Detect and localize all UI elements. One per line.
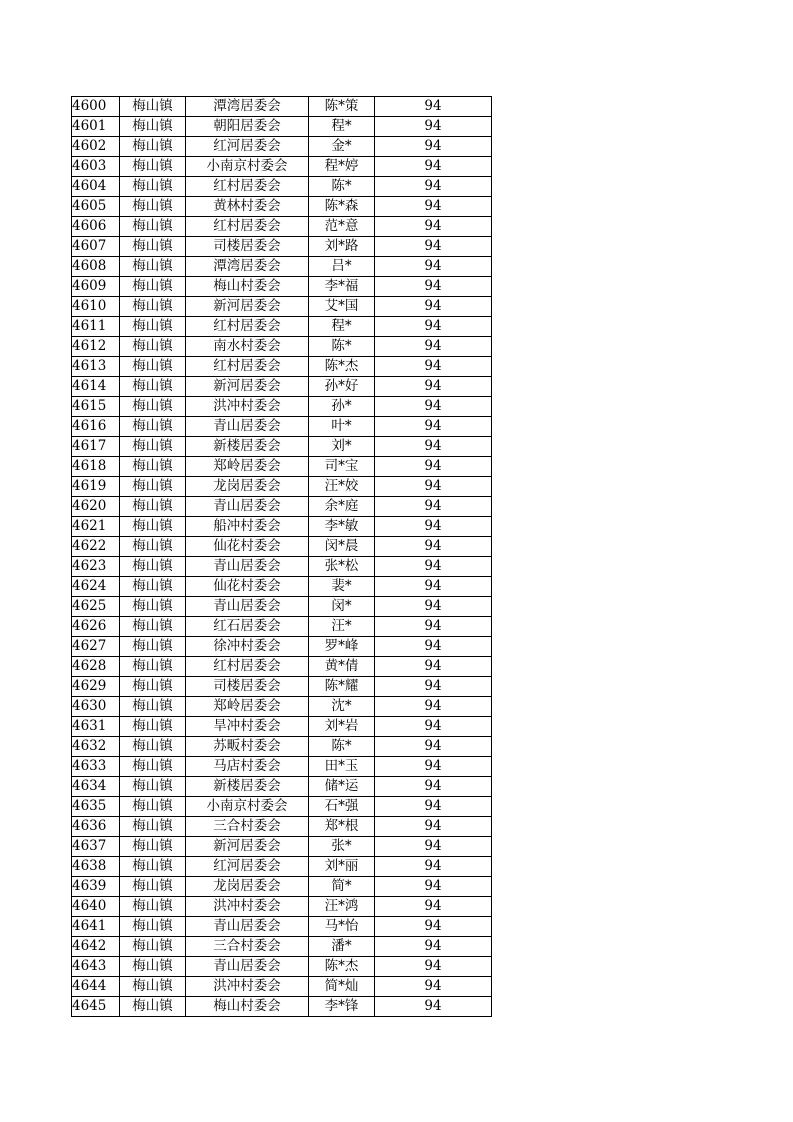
- town-cell: 梅山镇: [120, 97, 186, 117]
- table-row: [72, 277, 492, 297]
- committee-cell: 旱冲村委会: [186, 717, 309, 737]
- town-cell: 梅山镇: [120, 517, 186, 537]
- town-cell: 梅山镇: [120, 877, 186, 897]
- person-name-cell: 陈*: [309, 737, 375, 757]
- score-cell: 94: [375, 937, 492, 957]
- person-name-cell: 吕*: [309, 257, 375, 277]
- committee-cell: 龙岗居委会: [186, 877, 309, 897]
- score-cell: 94: [375, 397, 492, 417]
- table-row: [72, 457, 492, 477]
- row-number: 4603: [72, 157, 120, 177]
- table-row: [72, 437, 492, 457]
- score-cell: 94: [375, 177, 492, 197]
- table-row: [72, 257, 492, 277]
- score-cell: 94: [375, 817, 492, 837]
- committee-cell: 新河居委会: [186, 377, 309, 397]
- table-row: [72, 557, 492, 577]
- person-name-cell: 闵*: [309, 597, 375, 617]
- town-cell: 梅山镇: [120, 537, 186, 557]
- row-number: 4640: [72, 897, 120, 917]
- score-cell: 94: [375, 597, 492, 617]
- committee-cell: 仙花村委会: [186, 537, 309, 557]
- table-row: [72, 517, 492, 537]
- committee-cell: 司楼居委会: [186, 237, 309, 257]
- score-cell: 94: [375, 497, 492, 517]
- town-cell: 梅山镇: [120, 217, 186, 237]
- committee-cell: 黄林村委会: [186, 197, 309, 217]
- table-row: [72, 877, 492, 897]
- person-name-cell: 张*: [309, 837, 375, 857]
- person-name-cell: 简*: [309, 877, 375, 897]
- person-name-cell: 简*灿: [309, 977, 375, 997]
- committee-cell: 青山居委会: [186, 957, 309, 977]
- score-cell: 94: [375, 97, 492, 117]
- person-name-cell: 陈*: [309, 337, 375, 357]
- person-name-cell: 李*敏: [309, 517, 375, 537]
- committee-cell: 青山居委会: [186, 497, 309, 517]
- table-row: [72, 977, 492, 997]
- committee-cell: 青山居委会: [186, 597, 309, 617]
- person-name-cell: 司*宝: [309, 457, 375, 477]
- row-number: 4625: [72, 597, 120, 617]
- committee-cell: 三合村委会: [186, 937, 309, 957]
- town-cell: 梅山镇: [120, 837, 186, 857]
- score-cell: 94: [375, 677, 492, 697]
- row-number: 4600: [72, 97, 120, 117]
- score-cell: 94: [375, 957, 492, 977]
- town-cell: 梅山镇: [120, 457, 186, 477]
- score-cell: 94: [375, 837, 492, 857]
- score-cell: 94: [375, 717, 492, 737]
- town-cell: 梅山镇: [120, 957, 186, 977]
- committee-cell: 红河居委会: [186, 137, 309, 157]
- town-cell: 梅山镇: [120, 377, 186, 397]
- score-cell: 94: [375, 197, 492, 217]
- person-name-cell: 陈*策: [309, 97, 375, 117]
- score-cell: 94: [375, 917, 492, 937]
- person-name-cell: 汪*: [309, 617, 375, 637]
- town-cell: 梅山镇: [120, 857, 186, 877]
- row-number: 4645: [72, 997, 120, 1017]
- person-name-cell: 汪*姣: [309, 477, 375, 497]
- town-cell: 梅山镇: [120, 717, 186, 737]
- row-number: 4641: [72, 917, 120, 937]
- score-cell: 94: [375, 697, 492, 717]
- committee-cell: 小南京村委会: [186, 157, 309, 177]
- town-cell: 梅山镇: [120, 637, 186, 657]
- row-number: 4629: [72, 677, 120, 697]
- person-name-cell: 程*: [309, 317, 375, 337]
- town-cell: 梅山镇: [120, 177, 186, 197]
- town-cell: 梅山镇: [120, 197, 186, 217]
- person-name-cell: 孙*: [309, 397, 375, 417]
- score-cell: 94: [375, 777, 492, 797]
- table-row: [72, 417, 492, 437]
- table-row: [72, 737, 492, 757]
- score-cell: 94: [375, 857, 492, 877]
- town-cell: 梅山镇: [120, 597, 186, 617]
- town-cell: 梅山镇: [120, 337, 186, 357]
- row-number: 4621: [72, 517, 120, 537]
- score-cell: 94: [375, 637, 492, 657]
- committee-cell: 红石居委会: [186, 617, 309, 637]
- person-name-cell: 马*怡: [309, 917, 375, 937]
- committee-cell: 苏畈村委会: [186, 737, 309, 757]
- row-number: 4616: [72, 417, 120, 437]
- town-cell: 梅山镇: [120, 917, 186, 937]
- table-row: [72, 917, 492, 937]
- person-name-cell: 石*强: [309, 797, 375, 817]
- score-cell: 94: [375, 577, 492, 597]
- person-name-cell: 刘*丽: [309, 857, 375, 877]
- table-row: [72, 677, 492, 697]
- row-number: 4615: [72, 397, 120, 417]
- row-number: 4619: [72, 477, 120, 497]
- row-number: 4608: [72, 257, 120, 277]
- committee-cell: 红村居委会: [186, 217, 309, 237]
- score-cell: 94: [375, 737, 492, 757]
- row-number: 4611: [72, 317, 120, 337]
- town-cell: 梅山镇: [120, 577, 186, 597]
- committee-cell: 郑岭居委会: [186, 457, 309, 477]
- town-cell: 梅山镇: [120, 897, 186, 917]
- town-cell: 梅山镇: [120, 257, 186, 277]
- committee-cell: 青山居委会: [186, 557, 309, 577]
- town-cell: 梅山镇: [120, 977, 186, 997]
- committee-cell: 红村居委会: [186, 357, 309, 377]
- table-row: [72, 177, 492, 197]
- committee-cell: 新河居委会: [186, 837, 309, 857]
- table-row: [72, 777, 492, 797]
- committee-cell: 梅山村委会: [186, 997, 309, 1017]
- town-cell: 梅山镇: [120, 437, 186, 457]
- score-cell: 94: [375, 997, 492, 1017]
- table-row: [72, 837, 492, 857]
- committee-cell: 青山居委会: [186, 917, 309, 937]
- table-row: [72, 497, 492, 517]
- row-number: 4607: [72, 237, 120, 257]
- row-number: 4620: [72, 497, 120, 517]
- person-name-cell: 陈*: [309, 177, 375, 197]
- row-number: 4632: [72, 737, 120, 757]
- table-row: [72, 817, 492, 837]
- person-name-cell: 陈*杰: [309, 357, 375, 377]
- committee-cell: 新楼居委会: [186, 777, 309, 797]
- row-number: 4643: [72, 957, 120, 977]
- score-cell: 94: [375, 377, 492, 397]
- row-number: 4630: [72, 697, 120, 717]
- person-name-cell: 储*运: [309, 777, 375, 797]
- score-cell: 94: [375, 257, 492, 277]
- person-name-cell: 范*意: [309, 217, 375, 237]
- table-row: [72, 597, 492, 617]
- town-cell: 梅山镇: [120, 997, 186, 1017]
- row-number: 4631: [72, 717, 120, 737]
- row-number: 4642: [72, 937, 120, 957]
- score-cell: 94: [375, 757, 492, 777]
- table-row: [72, 237, 492, 257]
- row-number: 4639: [72, 877, 120, 897]
- person-name-cell: 黄*倩: [309, 657, 375, 677]
- score-cell: 94: [375, 457, 492, 477]
- town-cell: 梅山镇: [120, 477, 186, 497]
- table-row: [72, 317, 492, 337]
- row-number: 4622: [72, 537, 120, 557]
- person-name-cell: 罗*峰: [309, 637, 375, 657]
- town-cell: 梅山镇: [120, 237, 186, 257]
- town-cell: 梅山镇: [120, 137, 186, 157]
- table-row: [72, 937, 492, 957]
- score-cell: 94: [375, 117, 492, 137]
- town-cell: 梅山镇: [120, 697, 186, 717]
- row-number: 4638: [72, 857, 120, 877]
- row-number: 4624: [72, 577, 120, 597]
- town-cell: 梅山镇: [120, 777, 186, 797]
- row-number: 4601: [72, 117, 120, 137]
- person-name-cell: 刘*路: [309, 237, 375, 257]
- row-number: 4634: [72, 777, 120, 797]
- row-number: 4636: [72, 817, 120, 837]
- town-cell: 梅山镇: [120, 737, 186, 757]
- committee-cell: 新楼居委会: [186, 437, 309, 457]
- committee-cell: 潭湾居委会: [186, 257, 309, 277]
- score-cell: 94: [375, 217, 492, 237]
- score-cell: 94: [375, 237, 492, 257]
- row-number: 4609: [72, 277, 120, 297]
- score-cell: 94: [375, 437, 492, 457]
- committee-cell: 龙岗居委会: [186, 477, 309, 497]
- score-cell: 94: [375, 477, 492, 497]
- person-name-cell: 闵*晨: [309, 537, 375, 557]
- score-cell: 94: [375, 557, 492, 577]
- row-number: 4602: [72, 137, 120, 157]
- committee-cell: 朝阳居委会: [186, 117, 309, 137]
- row-number: 4604: [72, 177, 120, 197]
- person-name-cell: 汪*鸿: [309, 897, 375, 917]
- table-row: [72, 697, 492, 717]
- person-name-cell: 李*锋: [309, 997, 375, 1017]
- committee-cell: 三合村委会: [186, 817, 309, 837]
- committee-cell: 马店村委会: [186, 757, 309, 777]
- committee-cell: 青山居委会: [186, 417, 309, 437]
- row-number: 4626: [72, 617, 120, 637]
- town-cell: 梅山镇: [120, 317, 186, 337]
- person-name-cell: 陈*耀: [309, 677, 375, 697]
- committee-cell: 司楼居委会: [186, 677, 309, 697]
- row-number: 4627: [72, 637, 120, 657]
- person-name-cell: 叶*: [309, 417, 375, 437]
- town-cell: 梅山镇: [120, 357, 186, 377]
- committee-cell: 梅山村委会: [186, 277, 309, 297]
- person-name-cell: 郑*根: [309, 817, 375, 837]
- table-row: [72, 717, 492, 737]
- person-name-cell: 裴*: [309, 577, 375, 597]
- row-number: 4618: [72, 457, 120, 477]
- town-cell: 梅山镇: [120, 677, 186, 697]
- town-cell: 梅山镇: [120, 157, 186, 177]
- person-name-cell: 刘*: [309, 437, 375, 457]
- table-row: [72, 357, 492, 377]
- committee-cell: 洪冲村委会: [186, 397, 309, 417]
- row-number: 4635: [72, 797, 120, 817]
- person-name-cell: 田*玉: [309, 757, 375, 777]
- town-cell: 梅山镇: [120, 297, 186, 317]
- committee-cell: 红河居委会: [186, 857, 309, 877]
- table-row: [72, 797, 492, 817]
- table-row: [72, 637, 492, 657]
- person-name-cell: 程*: [309, 117, 375, 137]
- row-number: 4605: [72, 197, 120, 217]
- table-row: [72, 297, 492, 317]
- committee-cell: 洪冲村委会: [186, 977, 309, 997]
- person-name-cell: 艾*国: [309, 297, 375, 317]
- town-cell: 梅山镇: [120, 397, 186, 417]
- committee-cell: 仙花村委会: [186, 577, 309, 597]
- row-number: 4606: [72, 217, 120, 237]
- town-cell: 梅山镇: [120, 417, 186, 437]
- table-row: [72, 857, 492, 877]
- row-number: 4612: [72, 337, 120, 357]
- committee-cell: 船冲村委会: [186, 517, 309, 537]
- person-name-cell: 陈*森: [309, 197, 375, 217]
- score-cell: 94: [375, 797, 492, 817]
- table-row: [72, 957, 492, 977]
- score-cell: 94: [375, 977, 492, 997]
- person-name-cell: 张*松: [309, 557, 375, 577]
- person-name-cell: 程*婷: [309, 157, 375, 177]
- score-cell: 94: [375, 157, 492, 177]
- committee-cell: 新河居委会: [186, 297, 309, 317]
- town-cell: 梅山镇: [120, 557, 186, 577]
- table-row: [72, 217, 492, 237]
- row-number: 4633: [72, 757, 120, 777]
- table-row: [72, 537, 492, 557]
- table-row: [72, 377, 492, 397]
- score-cell: 94: [375, 617, 492, 637]
- table-row: [72, 117, 492, 137]
- town-cell: 梅山镇: [120, 657, 186, 677]
- score-cell: 94: [375, 297, 492, 317]
- committee-cell: 徐冲村委会: [186, 637, 309, 657]
- score-cell: 94: [375, 277, 492, 297]
- person-name-cell: 孙*好: [309, 377, 375, 397]
- score-cell: 94: [375, 877, 492, 897]
- score-cell: 94: [375, 897, 492, 917]
- score-cell: 94: [375, 137, 492, 157]
- town-cell: 梅山镇: [120, 497, 186, 517]
- person-name-cell: 陈*杰: [309, 957, 375, 977]
- score-cell: 94: [375, 517, 492, 537]
- person-name-cell: 金*: [309, 137, 375, 157]
- table-row: [72, 897, 492, 917]
- person-name-cell: 李*福: [309, 277, 375, 297]
- row-number: 4623: [72, 557, 120, 577]
- row-number: 4613: [72, 357, 120, 377]
- town-cell: 梅山镇: [120, 117, 186, 137]
- score-cell: 94: [375, 417, 492, 437]
- table-row: [72, 97, 492, 117]
- table-row: [72, 477, 492, 497]
- committee-cell: 洪冲村委会: [186, 897, 309, 917]
- person-name-cell: 余*庭: [309, 497, 375, 517]
- town-cell: 梅山镇: [120, 817, 186, 837]
- table-body: [72, 97, 492, 1017]
- row-number: 4637: [72, 837, 120, 857]
- committee-cell: 南水村委会: [186, 337, 309, 357]
- table-row: [72, 577, 492, 597]
- town-cell: 梅山镇: [120, 277, 186, 297]
- document-sheet: [71, 96, 491, 1017]
- table-row: [72, 337, 492, 357]
- table-row: [72, 157, 492, 177]
- committee-cell: 红村居委会: [186, 657, 309, 677]
- row-number: 4610: [72, 297, 120, 317]
- table-row: [72, 137, 492, 157]
- table-row: [72, 997, 492, 1017]
- committee-cell: 郑岭居委会: [186, 697, 309, 717]
- table-row: [72, 757, 492, 777]
- committee-cell: 红村居委会: [186, 317, 309, 337]
- town-cell: 梅山镇: [120, 797, 186, 817]
- score-cell: 94: [375, 317, 492, 337]
- results-table: [71, 96, 492, 1017]
- row-number: 4644: [72, 977, 120, 997]
- table-row: [72, 657, 492, 677]
- table-row: [72, 397, 492, 417]
- committee-cell: 潭湾居委会: [186, 97, 309, 117]
- table-row: [72, 617, 492, 637]
- committee-cell: 红村居委会: [186, 177, 309, 197]
- town-cell: 梅山镇: [120, 757, 186, 777]
- row-number: 4617: [72, 437, 120, 457]
- score-cell: 94: [375, 657, 492, 677]
- committee-cell: 小南京村委会: [186, 797, 309, 817]
- town-cell: 梅山镇: [120, 617, 186, 637]
- score-cell: 94: [375, 337, 492, 357]
- score-cell: 94: [375, 357, 492, 377]
- person-name-cell: 潘*: [309, 937, 375, 957]
- row-number: 4614: [72, 377, 120, 397]
- person-name-cell: 刘*岩: [309, 717, 375, 737]
- row-number: 4628: [72, 657, 120, 677]
- table-row: [72, 197, 492, 217]
- person-name-cell: 沈*: [309, 697, 375, 717]
- score-cell: 94: [375, 537, 492, 557]
- town-cell: 梅山镇: [120, 937, 186, 957]
